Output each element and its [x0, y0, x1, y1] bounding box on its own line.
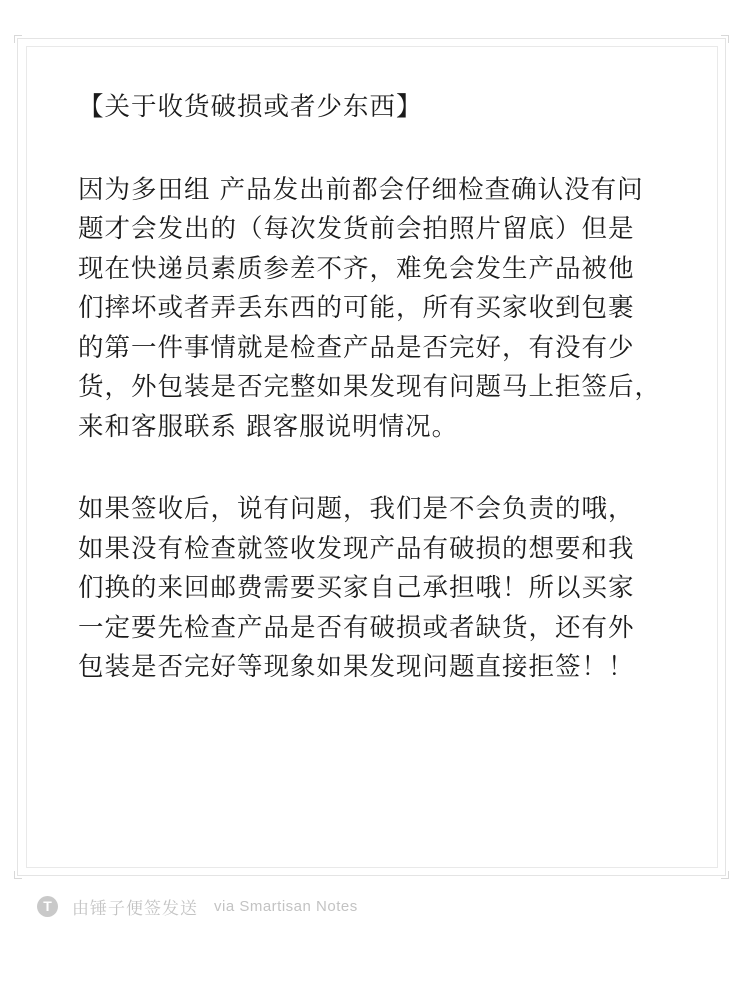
sent-by-label-cn: 由锤子便签发送 [72, 898, 198, 919]
note-paragraph-1: 因为多田组 产品发出前都会仔细检查确认没有问 题才会发出的（每次发货前会拍照片留底）但是 现在快递员素质参差不齐，难免会发生产品被他 们摔坏或者弄丢东西的可能，所有买家收到包裹 的第一件事情就是检查产品是否完好，有没有少 货，外包装是否完整如果发现有问题马上拒签后， 来和客服联系 跟客服说明情况。 [78, 174, 662, 442]
frame-corner-bottom-right [721, 871, 729, 879]
frame-corner-top-right [721, 35, 729, 43]
note-footer [37, 894, 358, 918]
smartisan-logo-icon: T [37, 896, 58, 917]
frame-corner-top-left [14, 35, 22, 43]
frame-corner-bottom-left [14, 871, 22, 879]
note-title: 【关于收货破损或者少东西】 [78, 92, 423, 122]
note-paragraph-2: 如果签收后，说有问题，我们是不会负责的哦， 如果没有检查就签收发现产品有破损的想要和我 们换的来回邮费需要买家自己承担哦！所以买家 一定要先检查产品是否有破损或者缺货，还有外 包装是否完好等现象如果发现问题直接拒签！！ [78, 494, 635, 682]
sent-by-label-en: via Smartisan Notes [214, 897, 358, 915]
note-content [78, 88, 678, 731]
